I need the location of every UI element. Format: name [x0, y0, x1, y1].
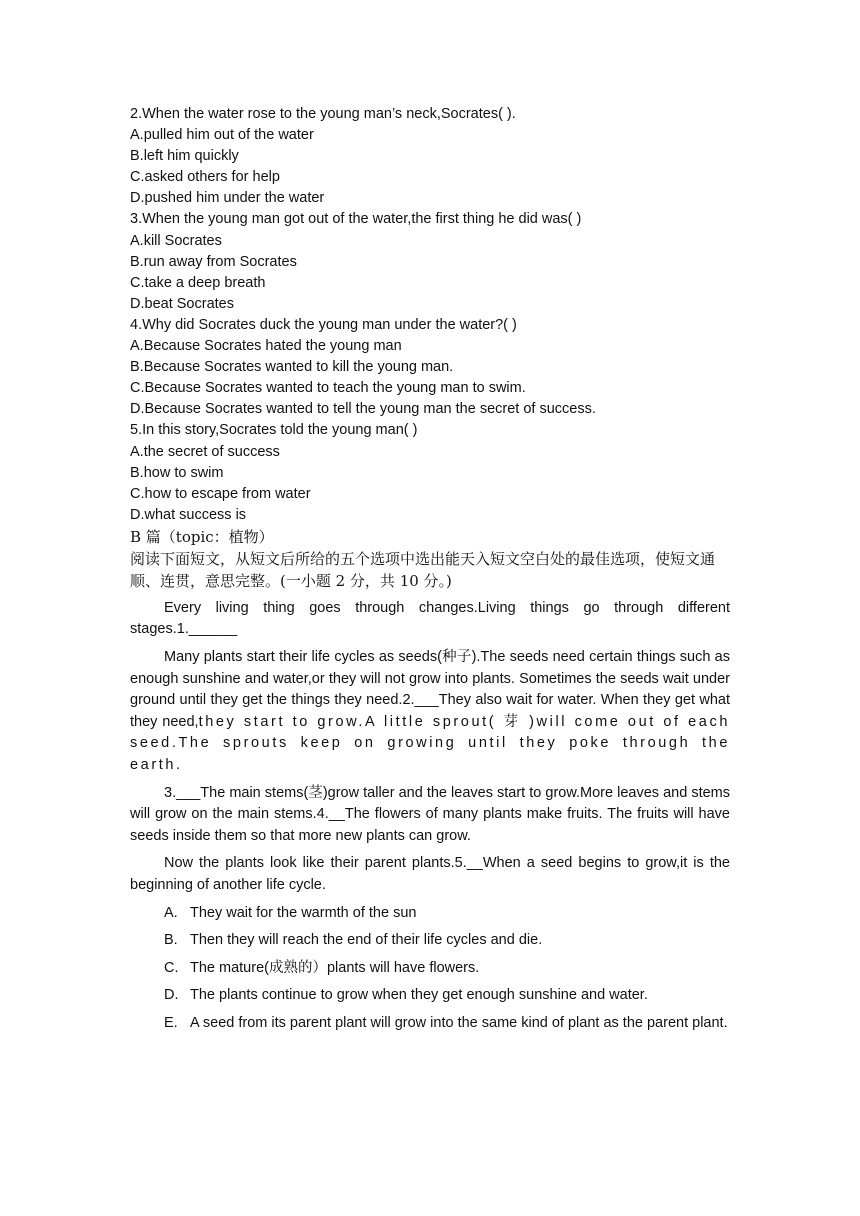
choice-text: They wait for the warmth of the sun: [190, 904, 417, 921]
question-stem: 2.When the water rose to the young man’s neck,Socrates( ).: [130, 106, 516, 122]
document-page: [130, 104, 730, 1035]
option: B.Because Socrates wanted to kill the young man.: [130, 359, 454, 376]
option: D.beat Socrates: [130, 295, 234, 312]
option: A.pulled him out of the water: [130, 127, 314, 144]
option: C.asked others for help: [130, 169, 280, 186]
passage-paragraph-4: Now the plants look like their parent plants.5.__When a seed begins to grow,it is the beginning of another life cycle.: [130, 855, 730, 893]
passage-paragraph-3: 3.___The main stems(茎)grow taller and the leaves start to grow.More leaves and stems will grow on the main stems.4.__The flowers of many plants make fruits. The fruits will have seeds inside them so that more new plants can grow.: [130, 784, 730, 844]
question-2: [130, 104, 730, 209]
choice-text: Then they will reach the end of their life cycles and die.: [190, 932, 543, 949]
choice-label: E.: [164, 1014, 178, 1031]
choice-e: [130, 1013, 730, 1035]
question-5: [130, 420, 730, 525]
choice-d: [130, 985, 730, 1007]
choice-a: [130, 903, 730, 925]
option: B.run away from Socrates: [130, 253, 297, 270]
section-heading: B 篇（topic：植物）: [130, 527, 274, 546]
question-stem: 5.In this story,Socrates told the young man( ): [130, 422, 418, 439]
choice-text: The plants continue to grow when they get enough sunshine and water.: [190, 987, 648, 1004]
choice-label: B.: [164, 932, 178, 949]
question-4: [130, 315, 730, 420]
option: C.take a deep breath: [130, 274, 266, 291]
passage-paragraph-2: [130, 647, 730, 777]
option: D.what success is: [130, 506, 247, 523]
choice-text: The mature(成熟的）plants will have flowers.: [190, 959, 480, 976]
choice-label: C.: [164, 959, 179, 976]
option: D.pushed him under the water: [130, 190, 325, 207]
choice-text: A seed from its parent plant will grow into the same kind of plant as the parent plant.: [190, 1014, 728, 1031]
option: B.how to swim: [130, 464, 224, 481]
choice-c: [130, 958, 730, 980]
question-stem: 4.Why did Socrates duck the young man under the water?( ): [130, 316, 517, 333]
option: D.Because Socrates wanted to tell the young man the secret of success.: [130, 401, 596, 418]
option: A.kill Socrates: [130, 232, 222, 249]
option: A.the secret of success: [130, 443, 280, 460]
option: C.Because Socrates wanted to teach the young man to swim.: [130, 380, 526, 397]
passage-paragraph-1: Every living thing goes through changes.Living things go through different stages.1.______: [130, 599, 730, 638]
question-3: [130, 209, 730, 314]
passage-paragraph-2-part-a: Many plants start their life cycles as seeds(种子).The seeds need certain things such as enough sunshine and water,or they will not grow into plants. Sometimes the seeds wait under ground until they get the things they need.2.___They also wait for water. When they get what they need,: [130, 649, 730, 730]
option: C.how to escape from water: [130, 485, 311, 502]
section-instruction: 阅读下面短文，从短文后所给的五个选项中选出能天入短文空白处的最佳选项，使短文通顺、连贯，意思完整。(一小题 2 分，共 10 分。): [130, 549, 716, 590]
choice-label: D.: [164, 987, 179, 1004]
choice-b: [130, 930, 730, 952]
choice-label: A.: [164, 904, 178, 921]
option: B.left him quickly: [130, 148, 239, 165]
question-stem: 3.When the young man got out of the water,the first thing he did was( ): [130, 211, 582, 228]
option: A.Because Socrates hated the young man: [130, 338, 402, 355]
passage-paragraph-2-part-b: they start to grow.A little sprout( 芽 )will come out of each seed.The sprouts keep on growing until they poke through the earth.: [130, 713, 730, 774]
